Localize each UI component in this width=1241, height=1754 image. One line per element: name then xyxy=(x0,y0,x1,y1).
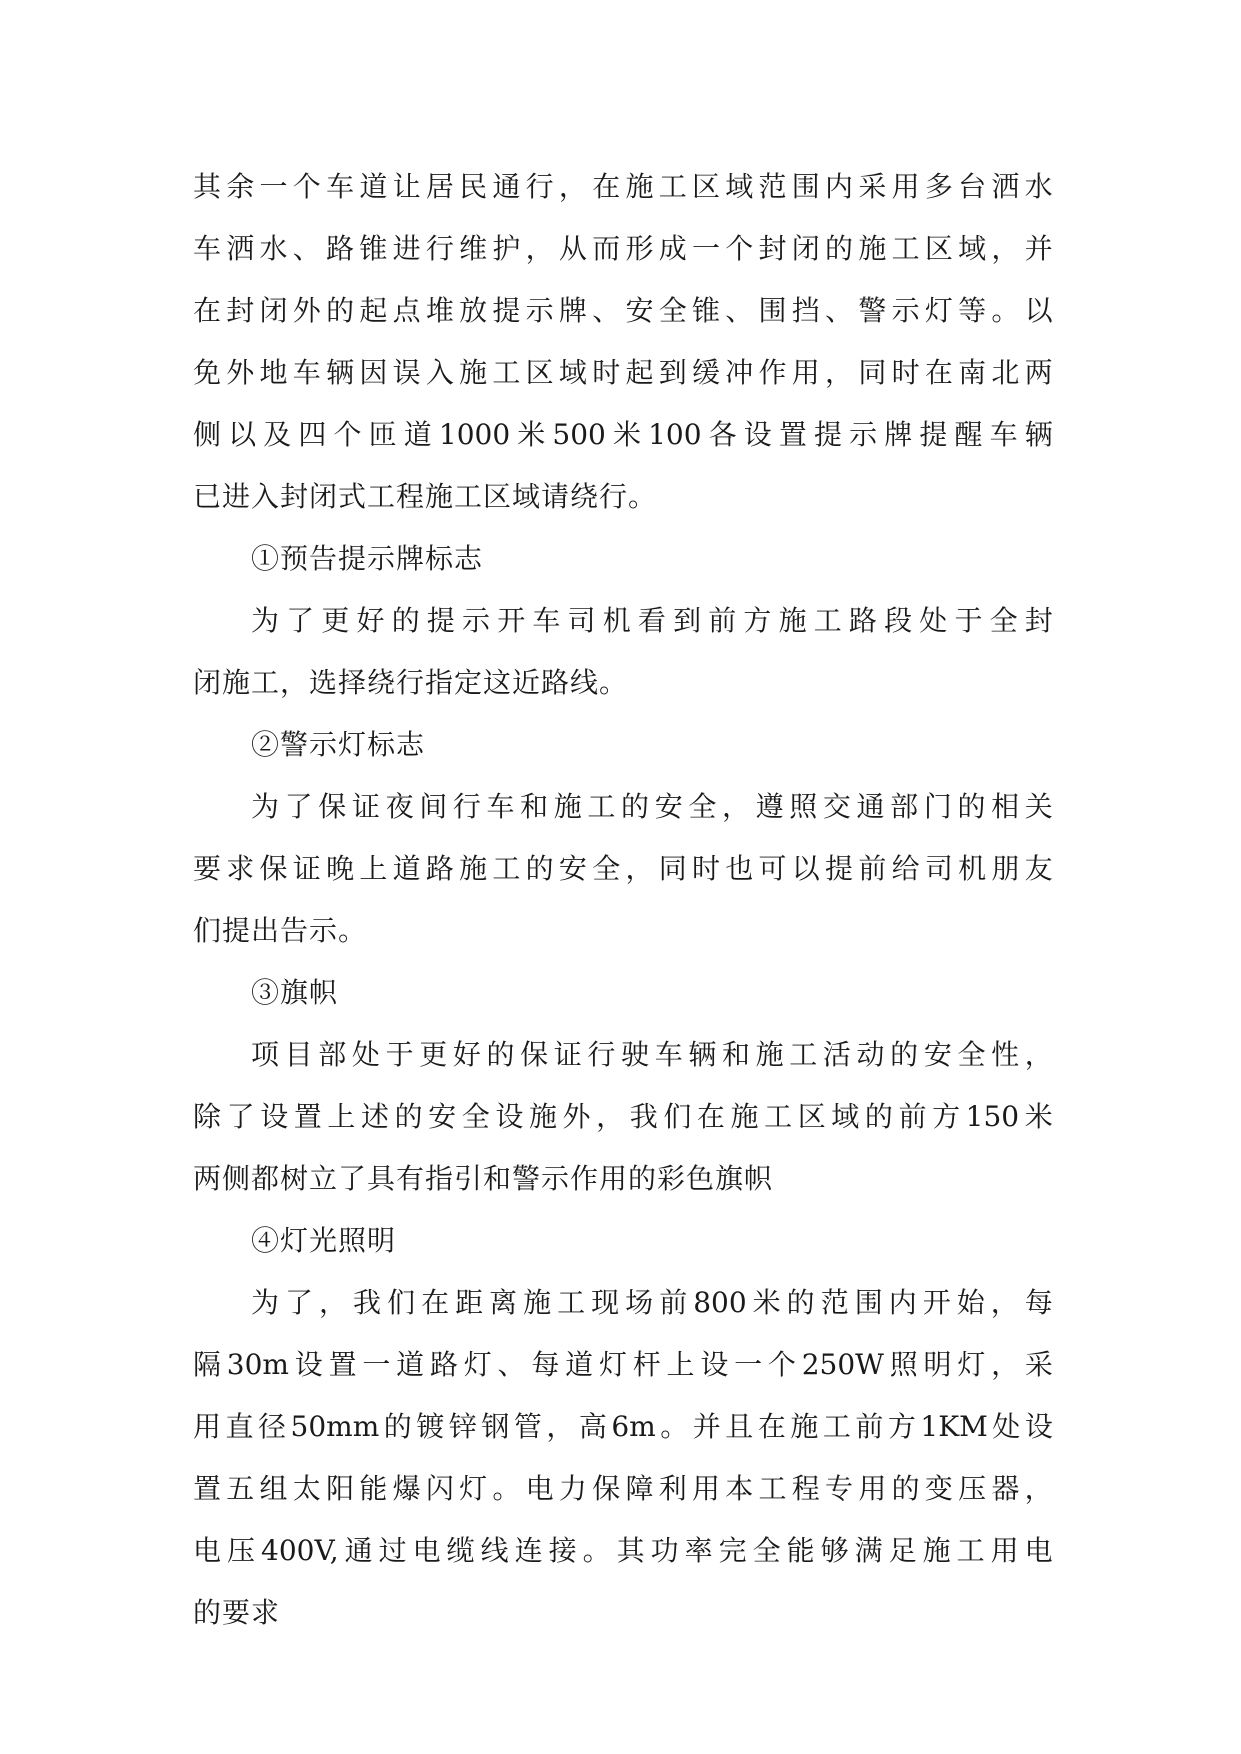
text-line: 除 了 设 置 上 述 的 安 全 设 施 外 ， 我 们 在 施 工 区 域 的 前 方 150 米 xyxy=(193,1100,1053,1133)
text-line: 为 了 保 证 夜 间 行 车 和 施 工 的 安 全 ， 遵 照 交 通 部 门 的 相 关 xyxy=(251,790,1053,823)
section-heading: ①预告提示牌标志 xyxy=(251,542,484,575)
text-line: 的要求 xyxy=(193,1596,281,1629)
text-line: 已进入封闭式工程施工区域请绕行。 xyxy=(193,480,658,513)
text-line: 闭施工，选择绕行指定这近路线。 xyxy=(193,666,629,699)
text-line: 免 外 地 车 辆 因 误 入 施 工 区 域 时 起 到 缓 冲 作 用 ， 同 时 在 南 北 两 xyxy=(193,356,1053,389)
text-line: 电 压 400V, 通 过 电 缆 线 连 接 。 其 功 率 完 全 能 够 满 足 施 工 用 电 xyxy=(193,1534,1053,1567)
section-heading: ③旗帜 xyxy=(251,976,339,1009)
text-line: 用 直 径 50mm 的 镀 锌 钢 管 ， 高 6m 。 并 且 在 施 工 前 方 1KM 处 设 xyxy=(193,1410,1053,1443)
section-heading: ④灯光照明 xyxy=(251,1224,397,1257)
section-heading: ②警示灯标志 xyxy=(251,728,426,761)
text-line: 置 五 组 太 阳 能 爆 闪 灯 。 电 力 保 障 利 用 本 工 程 专 用 的 变 压 器 ， xyxy=(193,1472,1053,1505)
text-line: 为 了 ， 我 们 在 距 离 施 工 现 场 前 800 米 的 范 围 内 开 始 ， 每 xyxy=(251,1286,1053,1319)
document-body xyxy=(193,156,1053,1644)
text-line: 两侧都树立了具有指引和警示作用的彩色旗帜 xyxy=(193,1162,774,1195)
text-line: 隔 30m 设 置 一 道 路 灯 、 每 道 灯 杆 上 设 一 个 250W 照 明 灯 ， 采 xyxy=(193,1348,1053,1381)
text-line: 为 了 更 好 的 提 示 开 车 司 机 看 到 前 方 施 工 路 段 处 于 全 封 xyxy=(251,604,1053,637)
text-line: 其 余 一 个 车 道 让 居 民 通 行 ， 在 施 工 区 域 范 围 内 采 用 多 台 洒 水 xyxy=(193,170,1053,203)
text-line: 侧 以 及 四 个 匝 道 1000 米 500 米 100 各 设 置 提 示 牌 提 醒 车 辆 xyxy=(193,418,1053,451)
text-line: 车 洒 水 、 路 锥 进 行 维 护 ， 从 而 形 成 一 个 封 闭 的 施 工 区 域 ， 并 xyxy=(193,232,1053,265)
text-line: 项 目 部 处 于 更 好 的 保 证 行 驶 车 辆 和 施 工 活 动 的 安 全 性 ， xyxy=(251,1038,1053,1071)
text-line: 们提出告示。 xyxy=(193,914,368,947)
text-line: 要 求 保 证 晚 上 道 路 施 工 的 安 全 ， 同 时 也 可 以 提 前 给 司 机 朋 友 xyxy=(193,852,1053,885)
text-line: 在 封 闭 外 的 起 点 堆 放 提 示 牌 、 安 全 锥 、 围 挡 、 警 示 灯 等 。 以 xyxy=(193,294,1053,327)
